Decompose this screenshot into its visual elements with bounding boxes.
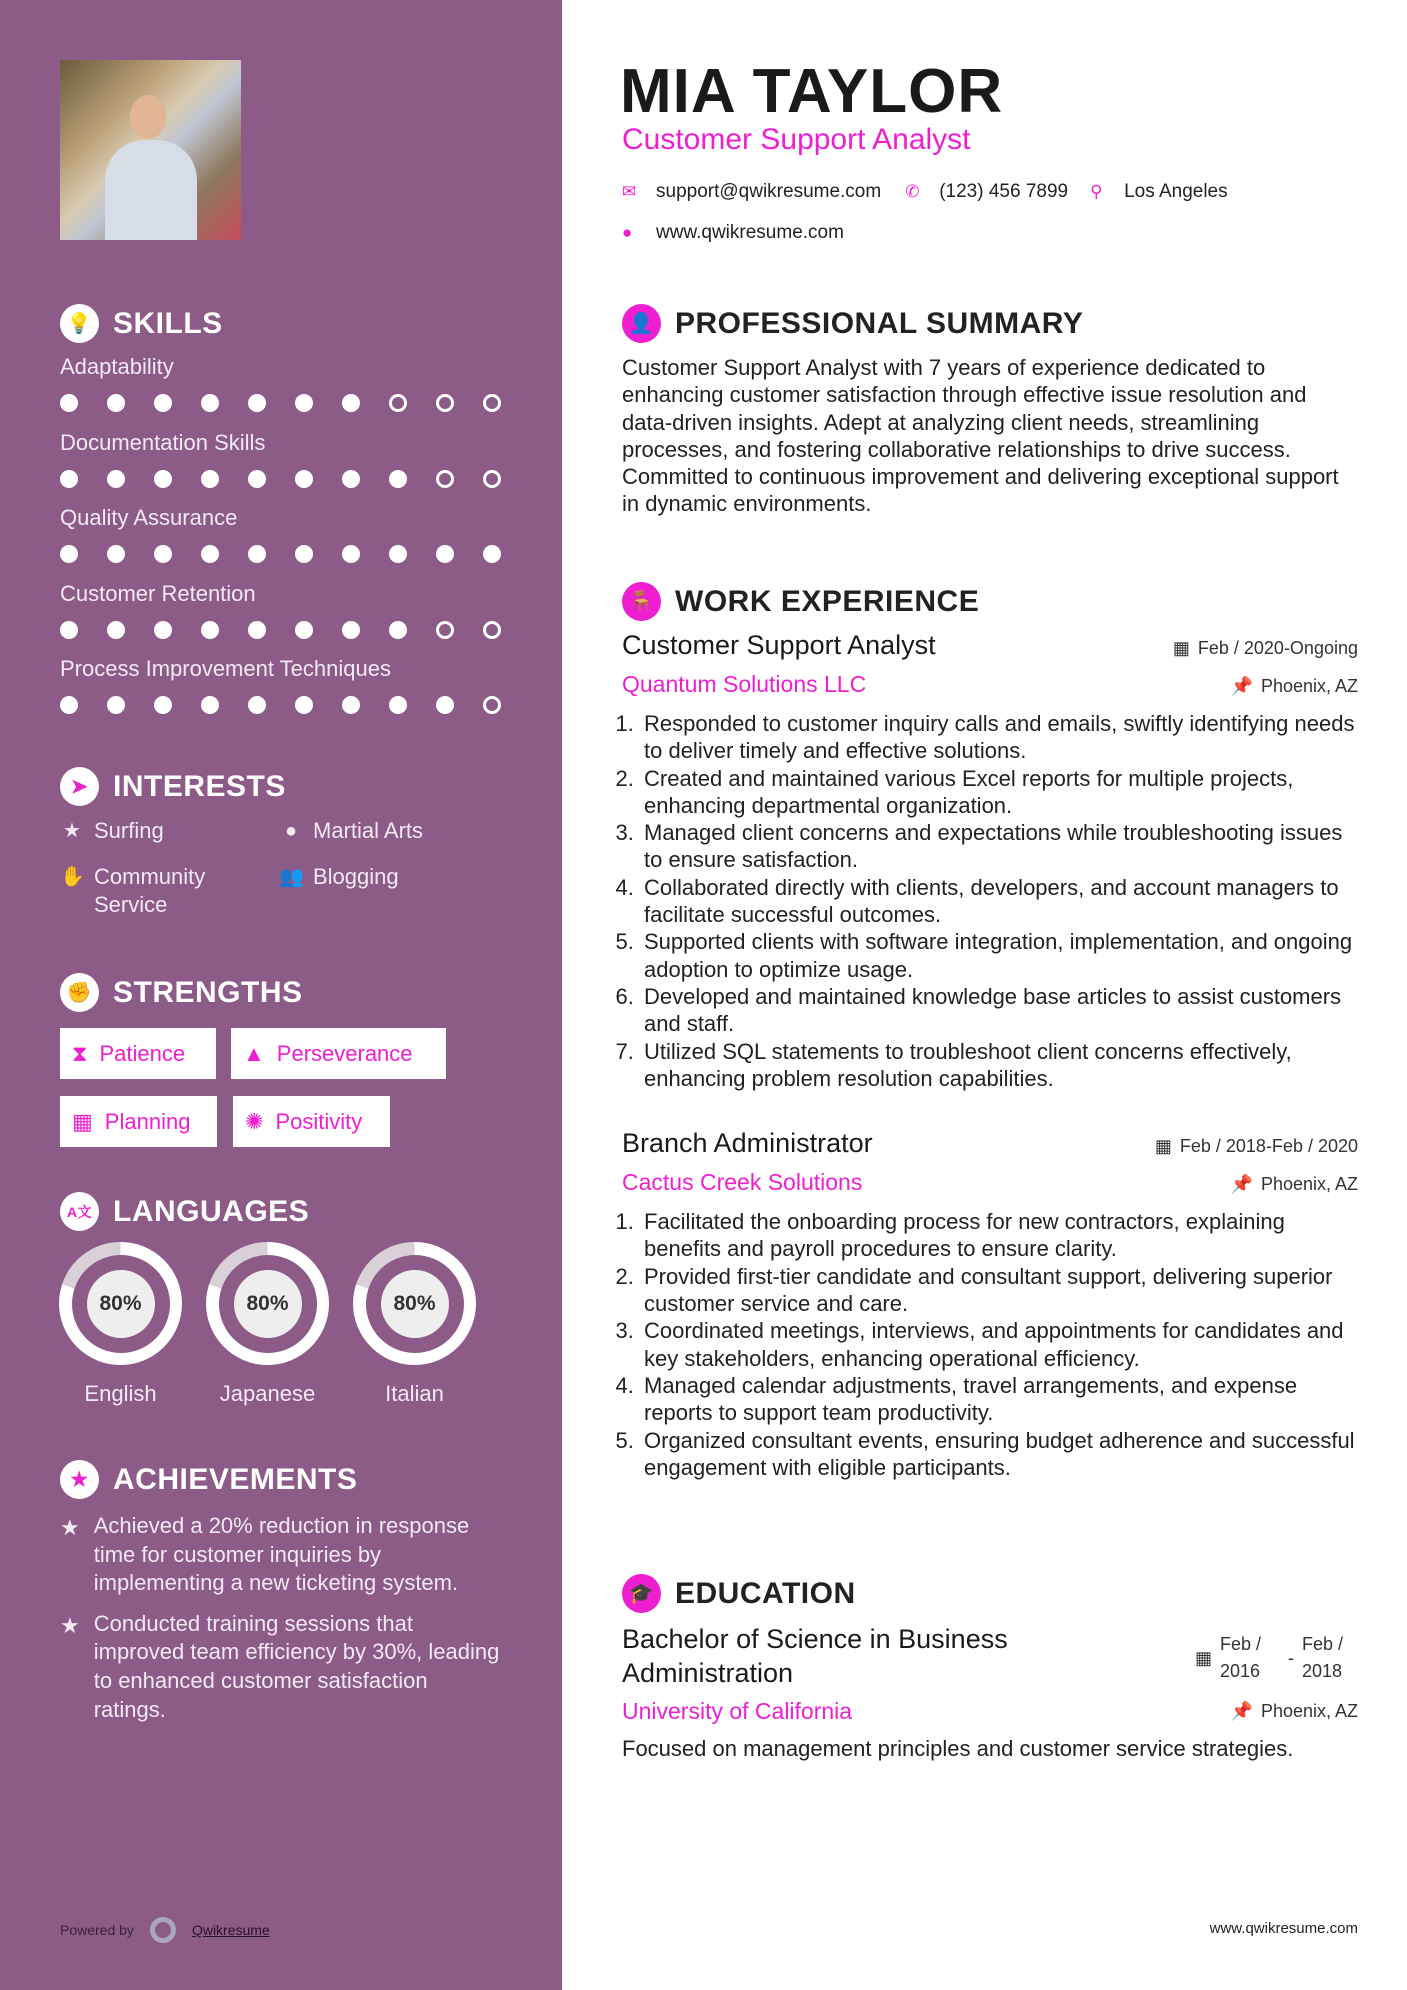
rating-dot-filled: [201, 696, 219, 714]
languages-list: [59, 1242, 476, 1407]
skill-label: Quality Assurance: [60, 505, 238, 530]
globe-icon: ●: [622, 223, 633, 242]
skill-item: [60, 354, 540, 430]
location-text: Los Angeles: [1124, 181, 1228, 202]
skill-rating: [60, 394, 540, 412]
job-location: 📌 Phoenix, AZ: [1230, 676, 1358, 696]
interest-item: ★ Surfing: [60, 817, 164, 845]
contact-row: [622, 181, 1228, 203]
pushpin-icon: 📌: [1230, 676, 1253, 696]
job-bullet: 4. Managed calendar adjustments, travel arrangements, and expense reports to support team productivity.: [640, 1372, 1358, 1427]
candidate-name: MIA TAYLOR: [620, 57, 1004, 126]
rating-dot-filled: [60, 394, 78, 412]
powered-by: Powered by Qwikresume: [60, 1917, 270, 1943]
job-bullets: [622, 1208, 1358, 1481]
interest-item: 👥 Blogging: [279, 864, 399, 889]
skill-item: [60, 505, 540, 581]
rating-dot-filled: [201, 394, 219, 412]
skill-rating: [60, 696, 540, 714]
language-percent: 80%: [381, 1270, 449, 1338]
rating-dot-filled: [342, 470, 360, 488]
job-bullet: 6. Developed and maintained knowledge base articles to assist customers and staff.: [640, 983, 1358, 1038]
rating-dot-filled: [201, 470, 219, 488]
calendar-icon: ▦: [72, 1108, 93, 1134]
rating-dot-filled: [483, 545, 501, 563]
graduate-icon: 🎓: [622, 1574, 661, 1613]
rating-dot-filled: [295, 621, 313, 639]
rating-dot-filled: [342, 394, 360, 412]
rating-dot-filled: [60, 545, 78, 563]
rating-dot-empty: [483, 470, 501, 488]
job-bullet: 2. Provided first-tier candidate and consultant support, delivering superior customer service and care.: [640, 1263, 1358, 1318]
company-name: Quantum Solutions LLC: [622, 671, 867, 697]
job-entry: [622, 1128, 1358, 1481]
language-item: [353, 1242, 476, 1407]
interests-heading: ➤ INTERESTS: [60, 767, 286, 806]
language-progress-ring: [206, 1242, 329, 1365]
strength-tag: ▦ Planning: [60, 1096, 217, 1147]
rating-dot-filled: [60, 696, 78, 714]
job-title: Branch Administrator: [622, 1128, 873, 1159]
job-entry: [622, 630, 1358, 1092]
rating-dot-filled: [295, 470, 313, 488]
rating-dot-filled: [342, 621, 360, 639]
rating-dot-filled: [436, 545, 454, 563]
rating-dot-filled: [389, 470, 407, 488]
rating-dot-empty: [436, 621, 454, 639]
rating-dot-filled: [248, 696, 266, 714]
rating-dot-filled: [201, 545, 219, 563]
skill-label: Process Improvement Techniques: [60, 656, 391, 681]
shooting-star-icon: ★: [60, 1515, 80, 1540]
qwikresume-link[interactable]: Qwikresume: [191, 1922, 270, 1938]
job-bullet: 5. Supported clients with software integration, implementation, and ongoing adoption to optimize usage.: [640, 928, 1358, 983]
sun-icon: ✺: [245, 1108, 264, 1134]
rating-dot-filled: [248, 394, 266, 412]
envelope-icon: ✉: [622, 182, 637, 201]
website-row: [622, 222, 844, 244]
rating-dot-filled: [201, 621, 219, 639]
company-name: Cactus Creek Solutions: [622, 1169, 863, 1196]
rating-dot-filled: [154, 545, 172, 563]
school: University of California: [622, 1698, 853, 1724]
rating-dot-filled: [107, 470, 125, 488]
calendar-icon: ▦: [1172, 638, 1190, 658]
strength-tag: ▲ Perseverance: [231, 1028, 446, 1079]
skill-label: Documentation Skills: [60, 429, 266, 455]
rating-dot-filled: [295, 545, 313, 563]
phone-icon: ✆: [905, 182, 920, 201]
email-link[interactable]: support@qwikresume.com: [656, 181, 882, 202]
job-bullet: 2. Created and maintained various Excel reports for multiple projects, enhancing departmental organization.: [640, 765, 1358, 820]
language-label: Japanese: [219, 1381, 316, 1406]
rating-dot-empty: [436, 394, 454, 412]
website-link[interactable]: www.qwikresume.com: [656, 222, 844, 243]
skill-label: Customer Retention: [60, 580, 256, 606]
rating-dot-filled: [154, 621, 172, 639]
pushpin-icon: 📌: [1230, 1174, 1253, 1195]
rating-dot-filled: [342, 696, 360, 714]
rating-dot-filled: [107, 621, 125, 639]
rating-dot-filled: [154, 470, 172, 488]
rating-dot-empty: [483, 621, 501, 639]
experience-heading: 🪑 WORK EXPERIENCE: [622, 582, 979, 621]
rating-dot-empty: [483, 394, 501, 412]
language-progress-ring: [353, 1242, 476, 1365]
rating-dot-filled: [60, 621, 78, 639]
footer-website-link[interactable]: www.qwikresume.com: [1209, 1920, 1358, 1937]
office-chair-icon: 🪑: [622, 582, 661, 621]
job-bullet: 3. Coordinated meetings, interviews, and appointments for candidates and key stakeholders, enhancing operational efficiency.: [640, 1317, 1358, 1372]
education-dates: ▦ Feb / 2016 - Feb / 2018: [1194, 1634, 1344, 1681]
achievements-list: [60, 1512, 500, 1736]
language-percent: 80%: [87, 1270, 155, 1338]
achievements-heading: ★ ACHIEVEMENTS: [60, 1460, 357, 1499]
rating-dot-filled: [342, 545, 360, 563]
language-label: Italian: [385, 1381, 444, 1406]
job-title: Customer Support Analyst: [622, 630, 936, 660]
job-bullet: 7. Utilized SQL statements to troubleshoot client concerns effectively, enhancing problem resolution capabilities.: [640, 1038, 1358, 1093]
qwikresume-logo-icon: [150, 1917, 176, 1943]
strength-tag: ⧗ Patience: [60, 1028, 216, 1079]
rating-dot-filled: [389, 545, 407, 563]
skills-heading: 💡 SKILLS: [60, 304, 223, 343]
achievement-item: [60, 1610, 500, 1724]
job-bullet: 1. Responded to customer inquiry calls and emails, swiftly identifying needs to deliver timely and effective solutions.: [640, 710, 1358, 765]
rating-dot-filled: [248, 545, 266, 563]
rating-dot-filled: [60, 470, 78, 488]
language-item: [206, 1242, 329, 1407]
pushpin-icon: 📌: [1230, 1701, 1253, 1721]
skill-item: [60, 430, 540, 506]
interest-item: ✋ Community Service: [60, 864, 206, 917]
rating-dot-filled: [248, 470, 266, 488]
users-icon: 👥: [279, 866, 304, 888]
rating-dot-filled: [389, 696, 407, 714]
sidebar: [0, 0, 562, 1990]
paper-plane-icon: ➤: [60, 767, 99, 806]
skill-item: [60, 581, 540, 657]
summary-text: Customer Support Analyst with 7 years of experience dedicated to enhancing customer satisfaction through effective issue resolution and data-driven insights. Adept at analyzing client needs, streamlining processes, and fostering collaborative relationships to drive success. Committed to continuous improvement and delivering exceptional support in dynamic environments.: [622, 355, 1339, 517]
jobs-list: [622, 630, 1358, 1481]
user-icon: 👤: [622, 304, 661, 343]
language-item: [59, 1242, 182, 1407]
rating-dot-filled: [436, 696, 454, 714]
skill-item: [60, 656, 540, 732]
star-icon: ★: [63, 820, 81, 842]
job-dates: ▦ Feb / 2020-Ongoing: [1172, 638, 1358, 658]
rating-dot-empty: [389, 394, 407, 412]
rating-dot-filled: [295, 394, 313, 412]
candidate-title: Customer Support Analyst: [622, 123, 971, 156]
rating-dot-filled: [154, 696, 172, 714]
globe-icon: ●: [284, 820, 298, 842]
rating-dot-filled: [154, 394, 172, 412]
education-heading: 🎓 EDUCATION: [622, 1574, 856, 1613]
calendar-icon: ▦: [1194, 1647, 1212, 1668]
job-bullet: 5. Organized consultant events, ensuring budget adherence and successful engagement with eligible participants.: [640, 1427, 1358, 1482]
hand-icon: ✋: [60, 866, 85, 888]
achievement-item: [60, 1512, 500, 1598]
skills-list: [60, 354, 540, 732]
rating-dot-filled: [107, 394, 125, 412]
education-entry: [622, 1622, 1358, 1762]
education-location: 📌 Phoenix, AZ: [1230, 1701, 1358, 1721]
degree: Bachelor of Science in Business Administration: [622, 1624, 1008, 1688]
language-percent: 80%: [234, 1270, 302, 1338]
summary-heading: 👤 PROFESSIONAL SUMMARY: [622, 304, 1083, 343]
rating-dot-filled: [295, 696, 313, 714]
job-bullets: [622, 710, 1358, 1092]
rating-dot-filled: [389, 621, 407, 639]
phone-text: (123) 456 7899: [939, 181, 1069, 202]
shooting-star-icon: ★: [60, 1612, 80, 1638]
job-bullet: 3. Managed client concerns and expectations while troubleshooting issues to ensure satisfaction.: [640, 819, 1358, 874]
shooting-star-icon: ★: [60, 1460, 99, 1499]
job-bullet: 4. Collaborated directly with clients, developers, and account managers to facilitate successful outcomes.: [640, 874, 1358, 929]
map-pin-icon: ⚲: [1090, 182, 1103, 201]
skill-rating: [60, 545, 540, 563]
calendar-icon: ▦: [1154, 1136, 1172, 1157]
lightbulb-icon: 💡: [60, 304, 99, 343]
rating-dot-empty: [436, 470, 454, 488]
interest-item: ● Martial Arts: [279, 817, 423, 845]
road-icon: ▲: [243, 1040, 265, 1066]
language-progress-ring: [59, 1242, 182, 1365]
education-description: Focused on management principles and customer service strategies.: [622, 1736, 1294, 1761]
languages-heading: A文 LANGUAGES: [60, 1192, 309, 1231]
hourglass-icon: ⧗: [72, 1040, 88, 1066]
strength-tag: ✺ Positivity: [233, 1096, 390, 1147]
achievement-text: Achieved a 20% reduction in response time for customer inquiries by implementing a new ticketing system.: [93, 1513, 470, 1596]
fist-icon: ✊: [60, 973, 99, 1012]
profile-photo: [60, 60, 241, 240]
job-bullet: 1. Facilitated the onboarding process for new contractors, explaining benefits and payroll procedures to ensure clarity.: [640, 1208, 1358, 1263]
rating-dot-filled: [248, 621, 266, 639]
rating-dot-filled: [107, 696, 125, 714]
skill-rating: [60, 470, 540, 488]
translate-icon: A文: [60, 1192, 99, 1231]
job-location: 📌 Phoenix, AZ: [1230, 1174, 1358, 1195]
job-dates: ▦ Feb / 2018-Feb / 2020: [1154, 1136, 1358, 1157]
skill-label: Adaptability: [60, 354, 174, 379]
skill-rating: [60, 621, 540, 639]
rating-dot-filled: [107, 545, 125, 563]
language-label: English: [84, 1381, 157, 1406]
strengths-heading: ✊ STRENGTHS: [60, 973, 303, 1012]
achievement-text: Conducted training sessions that improved team efficiency by 30%, leading to enhanced customer satisfaction ratings.: [93, 1610, 500, 1722]
rating-dot-empty: [483, 696, 501, 714]
